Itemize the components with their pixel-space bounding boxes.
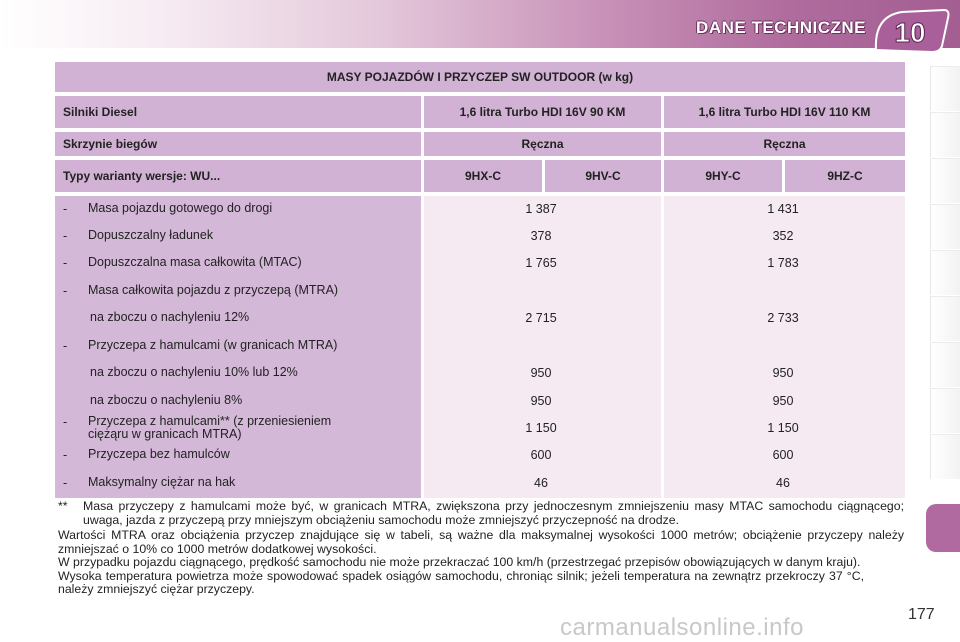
row-label: na zboczu o nachyleniu 8% (90, 393, 243, 407)
row-label: Masa pojazdu gotowego do drogi (88, 201, 273, 215)
row-dash: - (63, 448, 68, 462)
chapter-tabs (930, 66, 960, 606)
variant-code: 9HZ-C (785, 160, 905, 192)
row-label: na zboczu o nachyleniu 12% (90, 310, 250, 324)
row-value-col2: 950 (772, 394, 794, 408)
row-value-col1: 46 (534, 476, 548, 490)
chapter-tab[interactable] (930, 204, 960, 249)
engine-col-1: 1,6 litra Turbo HDI 16V 90 KM (424, 96, 661, 128)
engines-label: Silniki Diesel (55, 96, 421, 128)
row-dash: - (63, 476, 68, 490)
row-label: Przyczepa z hamulcami (w granicach MTRA) (88, 338, 338, 352)
paragraph: Wartości MTRA oraz obciążenia przyczep znajdujące się w tabeli, są ważne dla maksymalnej wysokości 1000 metrów; obciążenie przyczepy należy zmniejszać o 10% co 1000 metrów dodatkowej wysokości. (58, 528, 904, 556)
row-label: Dopuszczalny ładunek (88, 228, 214, 242)
row-value-col1: 1 765 (525, 256, 557, 270)
chapter-tab[interactable] (930, 434, 960, 479)
chapter-tab[interactable] (930, 66, 960, 111)
row-value-col1: 1 387 (525, 202, 557, 216)
row-dash: - (63, 284, 68, 298)
footnote (58, 500, 904, 527)
chapter-tab[interactable] (930, 112, 960, 157)
row-value-col2: 352 (772, 229, 794, 243)
chapter-tab[interactable] (930, 250, 960, 295)
variant-code: 9HY-C (664, 160, 782, 192)
variants-label: Typy warianty wersje: WU... (55, 160, 421, 192)
row-label: Dopuszczalna masa całkowita (MTAC) (88, 255, 302, 269)
chapter-number-badge (872, 6, 952, 54)
engine-col-2: 1,6 litra Turbo HDI 16V 110 KM (664, 96, 905, 128)
variant-code: 9HX-C (424, 160, 542, 192)
footnote-text: Masa przyczepy z hamulcami może być, w granicach MTRA, zwiększona przy jednoczesnym zmniejszeniu masy MTAC samochodu ciągnącego; uwaga, jazda z przyczepą przy mniejszym obciążeniu samochodu może zmniejszyć przyczepność na drodze. (83, 499, 904, 527)
row-value-col1: 2 715 (525, 311, 557, 325)
row-label: Maksymalny ciężar na hak (88, 475, 236, 489)
row-label-continued: ciężąru w granicach MTRA) (88, 427, 242, 441)
paragraph: Wysoka temperatura powietrza może spowodować spadek osiągów samochodu, chroniąc silnik; jeżeli temperatura na zewnątrz przekroczy 37 °C, należy zmniejszyć ciężar przyczepy. (58, 568, 864, 596)
row-value-col2: 950 (772, 366, 794, 380)
row-dash: - (63, 256, 68, 270)
row-value-col1: 378 (530, 229, 552, 243)
row-value-col1: 1 150 (525, 421, 557, 435)
chapter-tab[interactable] (930, 388, 960, 433)
gearbox-label: Skrzynie biegów (55, 132, 421, 156)
row-dash: - (63, 415, 68, 429)
page-header (0, 0, 960, 48)
row-label: Przyczepa bez hamulców (88, 447, 230, 461)
table-title: MASY POJAZDÓW I PRZYCZEP SW OUTDOOR (w kg) (55, 62, 905, 92)
variant-code: 9HV-C (545, 160, 661, 192)
gearbox-col-2: Ręczna (664, 132, 905, 156)
row-dash: - (63, 339, 68, 353)
chapter-tab[interactable] (930, 342, 960, 387)
row-value-col2: 1 150 (767, 421, 799, 435)
chapter-tab-active[interactable] (926, 504, 960, 552)
row-label: Przyczepa z hamulcami** (z przeniesieniem (88, 414, 332, 428)
page-number: 177 (908, 606, 935, 623)
row-value-col2: 1 431 (767, 202, 799, 216)
row-label: Masa całkowita pojazdu z przyczepą (MTRA) (88, 283, 339, 297)
row-value-col2: 600 (772, 448, 794, 462)
gearbox-col-1: Ręczna (424, 132, 661, 156)
paragraph: W przypadku pojazdu ciągnącego, prędkość samochodu nie może przekraczać 100 km/h (przestrzegać przepisów obowiązujących w danym kraju). (58, 555, 861, 569)
footnote-marker: ** (58, 499, 68, 513)
row-value-col2: 2 733 (767, 311, 799, 325)
notes-section (58, 500, 904, 597)
watermark: carmanualsonline.info (560, 614, 804, 641)
chapter-tab[interactable] (930, 158, 960, 203)
row-value-col1: 600 (530, 448, 552, 462)
chapter-tab[interactable] (930, 296, 960, 341)
row-dash: - (63, 202, 68, 216)
chapter-title: DANE TECHNICZNE (696, 18, 866, 37)
row-label: na zboczu o nachyleniu 10% lub 12% (90, 365, 298, 379)
row-value-col2: 1 783 (767, 256, 799, 270)
row-value-col1: 950 (530, 394, 552, 408)
chapter-number: 10 (894, 17, 926, 48)
row-value-col1: 950 (530, 366, 552, 380)
row-value-col2: 46 (776, 476, 790, 490)
row-dash: - (63, 229, 68, 243)
